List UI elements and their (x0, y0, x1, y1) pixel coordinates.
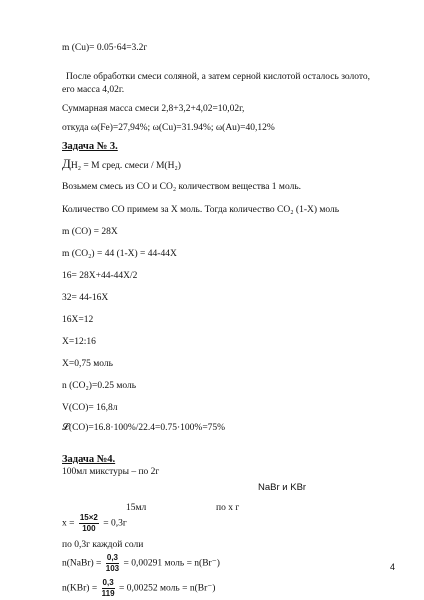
text-line-mixture: Возьмем смесь из СО и СО₂ количеством вещества 1 моль. (62, 182, 302, 192)
text-per-x-g: по х г (216, 503, 240, 513)
equation-volume-fraction: 𝓛(CO)=16.8·100%/22.4=0.75·100%=75% (62, 423, 226, 433)
equation-n-co2: n (CO₂)=0.25 моль (62, 381, 137, 391)
text-line-mixture-dose: 100мл микстуры – по 2г (62, 467, 160, 477)
equation-m-co2: m (CO₂) = 44 (1-X) = 44-44X (62, 249, 177, 259)
equation-kbr-lead: n(KBr) = (62, 583, 98, 594)
equation-x-tail: = 0,3г (103, 518, 127, 529)
density-symbol: Д (62, 156, 71, 171)
equation-v-co: V(CO)= 16,8л (62, 403, 118, 413)
task-3-heading: Задача № 3. (62, 141, 118, 152)
density-formula (62, 158, 181, 172)
equation-kbr (62, 578, 215, 599)
text-line-amount: Количество СО примем за Х моль. Тогда количество СО₂ (1-Х) моль (62, 205, 340, 215)
text-line-mass-fractions: откуда ω(Fe)=27,94%; ω(Cu)=31.94%; ω(Au)=40,12% (62, 123, 275, 133)
fraction-nabr-denominator: 103 (105, 564, 120, 573)
text-line-each-salt: по 0,3г каждой соли (62, 540, 144, 550)
fraction-nabr (106, 553, 119, 574)
equation-nabr-lead: n(NaBr) = (62, 558, 102, 569)
text-15ml: 15мл (126, 503, 147, 513)
equation-nabr-tail: = 0,00291 моль = n(Br⁻) (123, 558, 220, 569)
equation-nabr (62, 553, 220, 574)
fraction-x-numerator: 15×2 (79, 513, 98, 522)
density-formula-rest: Н₂ = М сред. смеси / М(Н₂) (70, 161, 181, 171)
fraction-x-denominator: 100 (82, 524, 96, 533)
equation-16x: 16X=12 (62, 315, 94, 325)
fraction-kbr-numerator: 0,3 (102, 578, 114, 587)
fraction-kbr-denominator: 119 (101, 589, 115, 598)
equation-kbr-tail: = 0,00252 моль = n(Br⁻) (119, 583, 216, 594)
equation-x-ratio: X=12:16 (62, 337, 96, 347)
text-line-cu-mass: m (Cu)= 0.05·64=3.2г (62, 43, 148, 53)
fraction-nabr-numerator: 0,3 (106, 553, 118, 562)
text-salts: NaBr и KBr (258, 482, 307, 493)
equation-x (62, 513, 127, 534)
equation-x-lead: х = (62, 518, 75, 529)
text-line-gold-treatment: После обработки смеси соляной, а затем серной кислотой осталось золото, (66, 72, 371, 82)
text-line-gold-mass: его масса 4,02г. (62, 85, 125, 95)
text-line-total-mass: Суммарная масса смеси 2,8+3,2+4,02=10,02г, (62, 104, 245, 114)
equation-32: 32= 44-16X (62, 293, 109, 303)
fraction-x (79, 513, 99, 534)
equation-16: 16= 28X+44-44X/2 (62, 271, 138, 281)
fraction-kbr (102, 578, 115, 599)
task-4-heading: Задача №4. (62, 454, 116, 465)
page-number: 4 (390, 562, 396, 572)
equation-x-value: X=0,75 моль (62, 359, 113, 369)
equation-m-co: m (CO) = 28X (62, 227, 118, 237)
